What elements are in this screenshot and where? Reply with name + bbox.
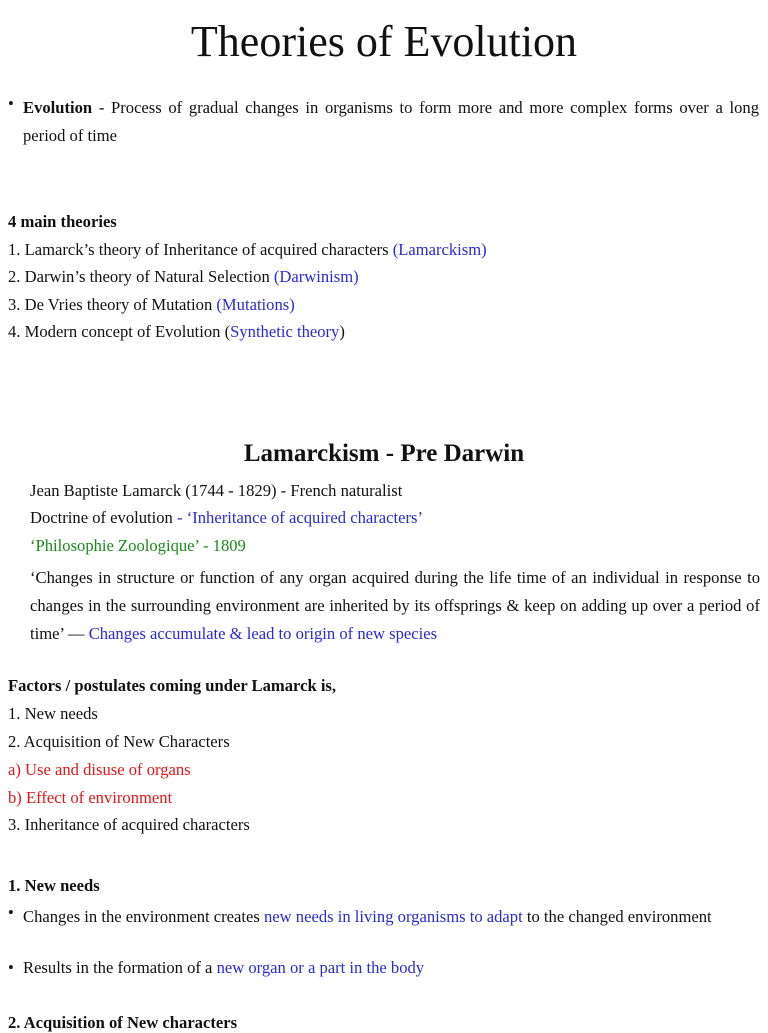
bullet-dot: • <box>8 94 14 113</box>
theory-item: 2. Darwin’s theory of Natural Selection (Darwinism) <box>8 267 359 286</box>
bullet-dot: • <box>8 903 14 922</box>
book-line: ‘Philosophie Zoologique’ - 1809 <box>30 536 246 555</box>
new-needs-heading: 1. New needs <box>8 876 100 895</box>
theories-heading: 4 main theories <box>8 212 117 231</box>
acquisition-heading: 2. Acquisition of New characters <box>8 1013 238 1032</box>
factor-item: 2. Acquisition of New Characters <box>8 732 230 751</box>
evolution-text: - Process of gradual changes in organisms to form more and more complex forms over a long period of time <box>23 98 759 145</box>
theory-item: 3. De Vries theory of Mutation (Mutations) <box>8 295 295 314</box>
bullet-dot: • <box>8 958 14 977</box>
lamarck-quote: ‘Changes in structure or function of any organ acquired during the life time of an individual in response to changes in the surrounding environment are inherited by its offsprings & keep on adding up over a period of time’ — Changes accumulate & lead to origin of new species <box>30 568 760 643</box>
evolution-definition <box>23 94 759 150</box>
factor-item: 1. New needs <box>8 704 98 723</box>
factor-subitem: a) Use and disuse of organs <box>8 760 191 779</box>
factor-subitem: b) Effect of environment <box>8 788 173 807</box>
doctrine-line: Doctrine of evolution - ‘Inheritance of acquired characters’ <box>30 508 423 527</box>
factors-heading: Factors / postulates coming under Lamarck is, <box>8 676 337 695</box>
page-title: Theories of Evolution <box>190 17 578 66</box>
lamarck-bio: Jean Baptiste Lamarck (1744 - 1829) - French naturalist <box>30 481 403 500</box>
theory-item: 1. Lamarck’s theory of Inheritance of acquired characters (Lamarckism) <box>8 240 487 259</box>
factor-item: 3. Inheritance of acquired characters <box>8 815 250 834</box>
lamarckism-heading: Lamarckism - Pre Darwin <box>243 440 525 467</box>
evolution-term: Evolution <box>23 98 93 117</box>
new-needs-bullet-2: Results in the formation of a new organ or a part in the body <box>23 958 425 977</box>
new-needs-bullet-1: Changes in the environment creates new needs in living organisms to adapt to the changed environment <box>23 907 712 926</box>
theory-item: 4. Modern concept of Evolution (Synthetic theory) <box>8 322 345 341</box>
